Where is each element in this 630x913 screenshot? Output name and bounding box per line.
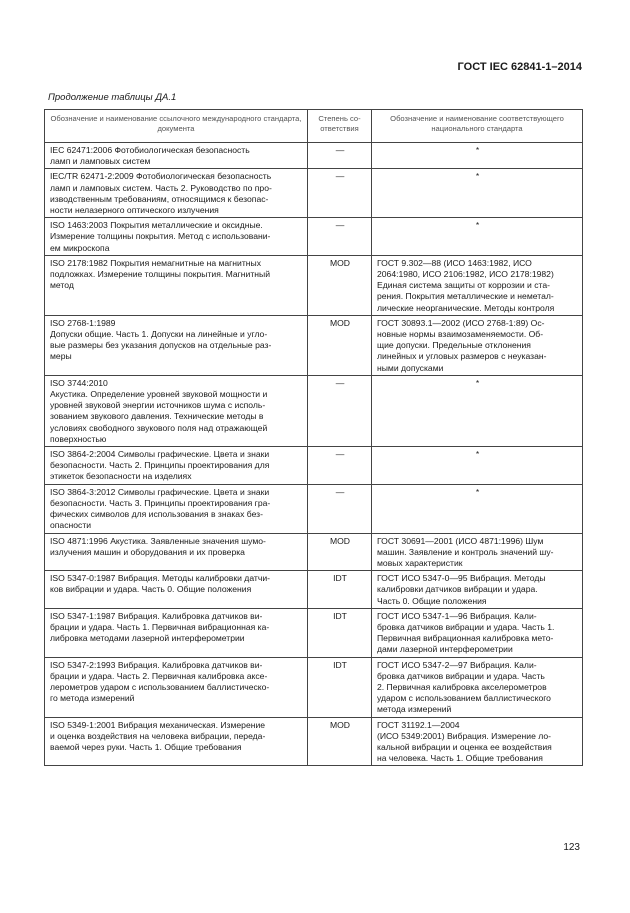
cell-text-line: * bbox=[475, 220, 480, 231]
international-standard-cell bbox=[45, 484, 308, 533]
conformity-degree-cell: MOD bbox=[308, 315, 372, 375]
table-caption: Продолжение таблицы ДА.1 bbox=[48, 92, 177, 103]
table-row bbox=[45, 533, 583, 571]
table-row bbox=[45, 315, 583, 375]
reference-standards-table bbox=[44, 109, 583, 766]
cell-text-line: ISO 5347-0:1987 Вибрация. Методы калибровки датчи- bbox=[50, 573, 270, 584]
international-standard-cell bbox=[45, 717, 308, 766]
table-body bbox=[45, 143, 583, 766]
cell-text-line: 2. Первичная калибровка акселерометров bbox=[377, 681, 547, 692]
cell-text-line: меры bbox=[50, 351, 72, 362]
national-standard-cell bbox=[372, 484, 583, 533]
table-header-row bbox=[45, 110, 583, 143]
cell-text-line: Допуски общие. Часть 1. Допуски на линейные и угло- bbox=[50, 329, 268, 340]
cell-text-line: ISO 5347-1:1987 Вибрация. Калибровка датчиков ви- bbox=[50, 610, 263, 621]
international-standard-cell bbox=[45, 375, 308, 446]
cell-text-line: ГОСТ 9.302—88 (ИСО 1463:1982, ИСО bbox=[377, 257, 532, 268]
cell-text-line: уровней звуковой энергии источников шума с исполь- bbox=[50, 400, 266, 411]
table-row bbox=[45, 571, 583, 609]
cell-text-line: подложках. Измерение толщины покрытия. Магнитный bbox=[50, 269, 270, 280]
cell-text-line: * bbox=[475, 145, 480, 155]
cell-text-line: ГОСТ 30893.1—2002 (ИСО 2768-1:89) Ос- bbox=[377, 317, 545, 328]
cell-text-line: ISO 4871:1996 Акустика. Заявленные значения шумо- bbox=[50, 535, 266, 546]
conformity-degree-cell: MOD bbox=[308, 717, 372, 766]
cell-text-line: ISO 3744:2010 bbox=[50, 377, 108, 388]
table-row bbox=[45, 375, 583, 446]
conformity-degree-cell: — bbox=[308, 218, 372, 256]
table-row bbox=[45, 255, 583, 315]
cell-text-line: лерометров ударом с использованием баллистическо- bbox=[50, 681, 270, 692]
cell-text-line: ГОСТ ИСО 5347-2—97 Вибрация. Кали- bbox=[377, 659, 537, 670]
cell-text-line: ности нелазерного оптического излучения bbox=[50, 205, 219, 216]
international-standard-cell bbox=[45, 143, 308, 169]
conformity-degree-cell: — bbox=[308, 484, 372, 533]
cell-text-line: * bbox=[475, 171, 480, 182]
conformity-degree-cell: MOD bbox=[308, 255, 372, 315]
cell-text-line: рения. Покрытия металлические и неметал- bbox=[377, 291, 554, 302]
international-standard-cell bbox=[45, 218, 308, 256]
page-number: 123 bbox=[563, 842, 580, 853]
cell-text-line: ГОСТ ИСО 5347-0—95 Вибрация. Методы bbox=[377, 573, 546, 584]
cell-text-line: ГОСТ 31192.1—2004 bbox=[377, 719, 460, 730]
table-row bbox=[45, 717, 583, 766]
national-standard-cell bbox=[372, 218, 583, 256]
cell-text-line: * bbox=[475, 377, 480, 388]
national-standard-cell bbox=[372, 375, 583, 446]
cell-text-line: безопасности. Часть 2. Принципы проектирования для bbox=[50, 460, 270, 471]
cell-text-line: 2064:1980, ИСО 2106:1982, ИСО 2178:1982) bbox=[377, 269, 554, 280]
cell-text-line: новные нормы взаимозаменяемости. Об- bbox=[377, 329, 544, 340]
cell-text-line: ваемой через руки. Часть 1. Общие требования bbox=[50, 741, 242, 752]
cell-text-line: ГОСТ ИСО 5347-1—96 Вибрация. Кали- bbox=[377, 610, 537, 621]
cell-text-line: го метода измерений bbox=[50, 693, 135, 704]
table-row bbox=[45, 447, 583, 485]
table-row bbox=[45, 608, 583, 657]
cell-text-line: Измерение толщины покрытия. Метод с использовани- bbox=[50, 231, 271, 242]
cell-text-line: метод bbox=[50, 280, 74, 291]
national-standard-cell bbox=[372, 657, 583, 717]
cell-text-line: Единая система защиты от коррозии и ста- bbox=[377, 280, 550, 291]
international-standard-cell bbox=[45, 608, 308, 657]
conformity-degree-cell: IDT bbox=[308, 657, 372, 717]
international-standard-cell bbox=[45, 533, 308, 571]
cell-text-line: ем микроскопа bbox=[50, 242, 110, 253]
cell-text-line: ISO 5349-1:2001 Вибрация механическая. Измерение bbox=[50, 719, 266, 730]
cell-text-line: либровка методами лазерной интерферометрии bbox=[50, 633, 245, 644]
cell-text-line: машин. Заявление и контроль значений шу- bbox=[377, 546, 554, 557]
national-standard-cell bbox=[372, 717, 583, 766]
cell-text-line: Первичная вибрационная калибровка мето- bbox=[377, 633, 554, 644]
cell-text-line: метода измерений bbox=[377, 704, 452, 715]
column-header-national: Обозначение и наименование соответствующего национального стандарта bbox=[372, 110, 583, 143]
national-standard-cell bbox=[372, 143, 583, 169]
cell-text-line: мовых характеристик bbox=[377, 557, 463, 568]
international-standard-cell bbox=[45, 571, 308, 609]
conformity-degree-cell: IDT bbox=[308, 608, 372, 657]
cell-text-line: ламп и ламповых систем. Часть 2. Руководство по про- bbox=[50, 182, 272, 193]
cell-text-line: изводственным требованиям, относящимся к безопас- bbox=[50, 193, 269, 204]
column-header-international: Обозначение и наименование ссылочного международного стандарта, документа bbox=[45, 110, 308, 143]
cell-text-line: калибровки датчиков вибрации и удара. bbox=[377, 584, 538, 595]
cell-text-line: ков вибрации и удара. Часть 0. Общие положения bbox=[50, 584, 252, 595]
cell-text-line: вые размеры без указания допусков на отдельные раз- bbox=[50, 340, 272, 351]
document-title: ГОСТ IEC 62841-1–2014 bbox=[457, 61, 582, 73]
conformity-degree-cell: — bbox=[308, 143, 372, 169]
cell-text-line: бровка датчиков вибрации и удара. Часть 1. bbox=[377, 621, 555, 632]
cell-text-line: брации и удара. Часть 2. Первичная калибровка аксе- bbox=[50, 670, 268, 681]
international-standard-cell bbox=[45, 315, 308, 375]
table-row bbox=[45, 657, 583, 717]
conformity-degree-cell: — bbox=[308, 375, 372, 446]
cell-text-line: излучения машин и оборудования и их проверка bbox=[50, 546, 245, 557]
cell-text-line: кальной вибрации и оценка ее воздействия bbox=[377, 741, 552, 752]
table-row bbox=[45, 484, 583, 533]
international-standard-cell bbox=[45, 657, 308, 717]
cell-text-line: лические неорганические. Методы контроля bbox=[377, 302, 555, 313]
national-standard-cell bbox=[372, 315, 583, 375]
cell-text-line: Часть 0. Общие положения bbox=[377, 595, 487, 606]
table-row bbox=[45, 218, 583, 256]
cell-text-line: зованием звукового давления. Технические методы в bbox=[50, 411, 264, 422]
cell-text-line: (ИСО 5349:2001) Вибрация. Измерение ло- bbox=[377, 730, 551, 741]
cell-text-line: дами лазерной интерферометрии bbox=[377, 644, 513, 655]
cell-text-line: ISO 2768-1:1989 bbox=[50, 317, 116, 328]
cell-text-line: ISO 5347-2:1993 Вибрация. Калибровка датчиков ви- bbox=[50, 659, 263, 670]
national-standard-cell bbox=[372, 533, 583, 571]
conformity-degree-cell: IDT bbox=[308, 571, 372, 609]
cell-text-line: ISO 3864-2:2004 Символы графические. Цвета и знаки bbox=[50, 449, 270, 460]
cell-text-line: линейных и угловых размеров с неуказан- bbox=[377, 351, 547, 362]
cell-text-line: безопасности. Часть 3. Принципы проектирования гра- bbox=[50, 497, 271, 508]
cell-text-line: брации и удара. Часть 1. Первичная вибрационная ка- bbox=[50, 621, 270, 632]
table-row bbox=[45, 169, 583, 218]
cell-text-line: условиях свободного звукового поля над отражающей bbox=[50, 422, 268, 433]
cell-text-line: ISO 1463:2003 Покрытия металлические и оксидные. bbox=[50, 220, 263, 231]
cell-text-line: ламп и ламповых систем bbox=[50, 156, 151, 167]
cell-text-line: * bbox=[475, 486, 480, 497]
international-standard-cell bbox=[45, 447, 308, 485]
table-row bbox=[45, 143, 583, 169]
cell-text-line: фических символов для использования в знаках без- bbox=[50, 509, 263, 520]
national-standard-cell bbox=[372, 571, 583, 609]
national-standard-cell bbox=[372, 447, 583, 485]
cell-text-line: ударом с использованием баллистического bbox=[377, 693, 551, 704]
national-standard-cell bbox=[372, 608, 583, 657]
international-standard-cell bbox=[45, 255, 308, 315]
cell-text-line: IEC 62471:2006 Фотобиологическая безопасность bbox=[50, 145, 250, 155]
conformity-degree-cell: MOD bbox=[308, 533, 372, 571]
conformity-degree-cell: — bbox=[308, 169, 372, 218]
cell-text-line: бровка датчиков вибрации и удара. Часть bbox=[377, 670, 545, 681]
cell-text-line: * bbox=[475, 449, 480, 460]
national-standard-cell bbox=[372, 255, 583, 315]
cell-text-line: ГОСТ 30691—2001 (ИСО 4871:1996) Шум bbox=[377, 535, 544, 546]
national-standard-cell bbox=[372, 169, 583, 218]
cell-text-line: ными допусками bbox=[377, 362, 444, 373]
cell-text-line: ISO 3864-3:2012 Символы графические. Цвета и знаки bbox=[50, 486, 270, 497]
cell-text-line: опасности bbox=[50, 520, 92, 531]
cell-text-line: и оценка воздействия на человека вибрации, переда- bbox=[50, 730, 266, 741]
international-standard-cell bbox=[45, 169, 308, 218]
cell-text-line: этикеток безопасности на изделиях bbox=[50, 471, 192, 482]
column-header-degree: Степень со-ответствия bbox=[308, 110, 372, 143]
cell-text-line: на человека. Часть 1. Общие требования bbox=[377, 753, 543, 764]
cell-text-line: щие допуски. Предельные отклонения bbox=[377, 340, 531, 351]
cell-text-line: Акустика. Определение уровней звуковой мощности и bbox=[50, 389, 268, 400]
cell-text-line: ISO 2178:1982 Покрытия немагнитные на магнитных bbox=[50, 257, 262, 268]
conformity-degree-cell: — bbox=[308, 447, 372, 485]
cell-text-line: поверхностью bbox=[50, 433, 107, 444]
cell-text-line: IEC/TR 62471-2:2009 Фотобиологическая безопасность bbox=[50, 171, 272, 182]
